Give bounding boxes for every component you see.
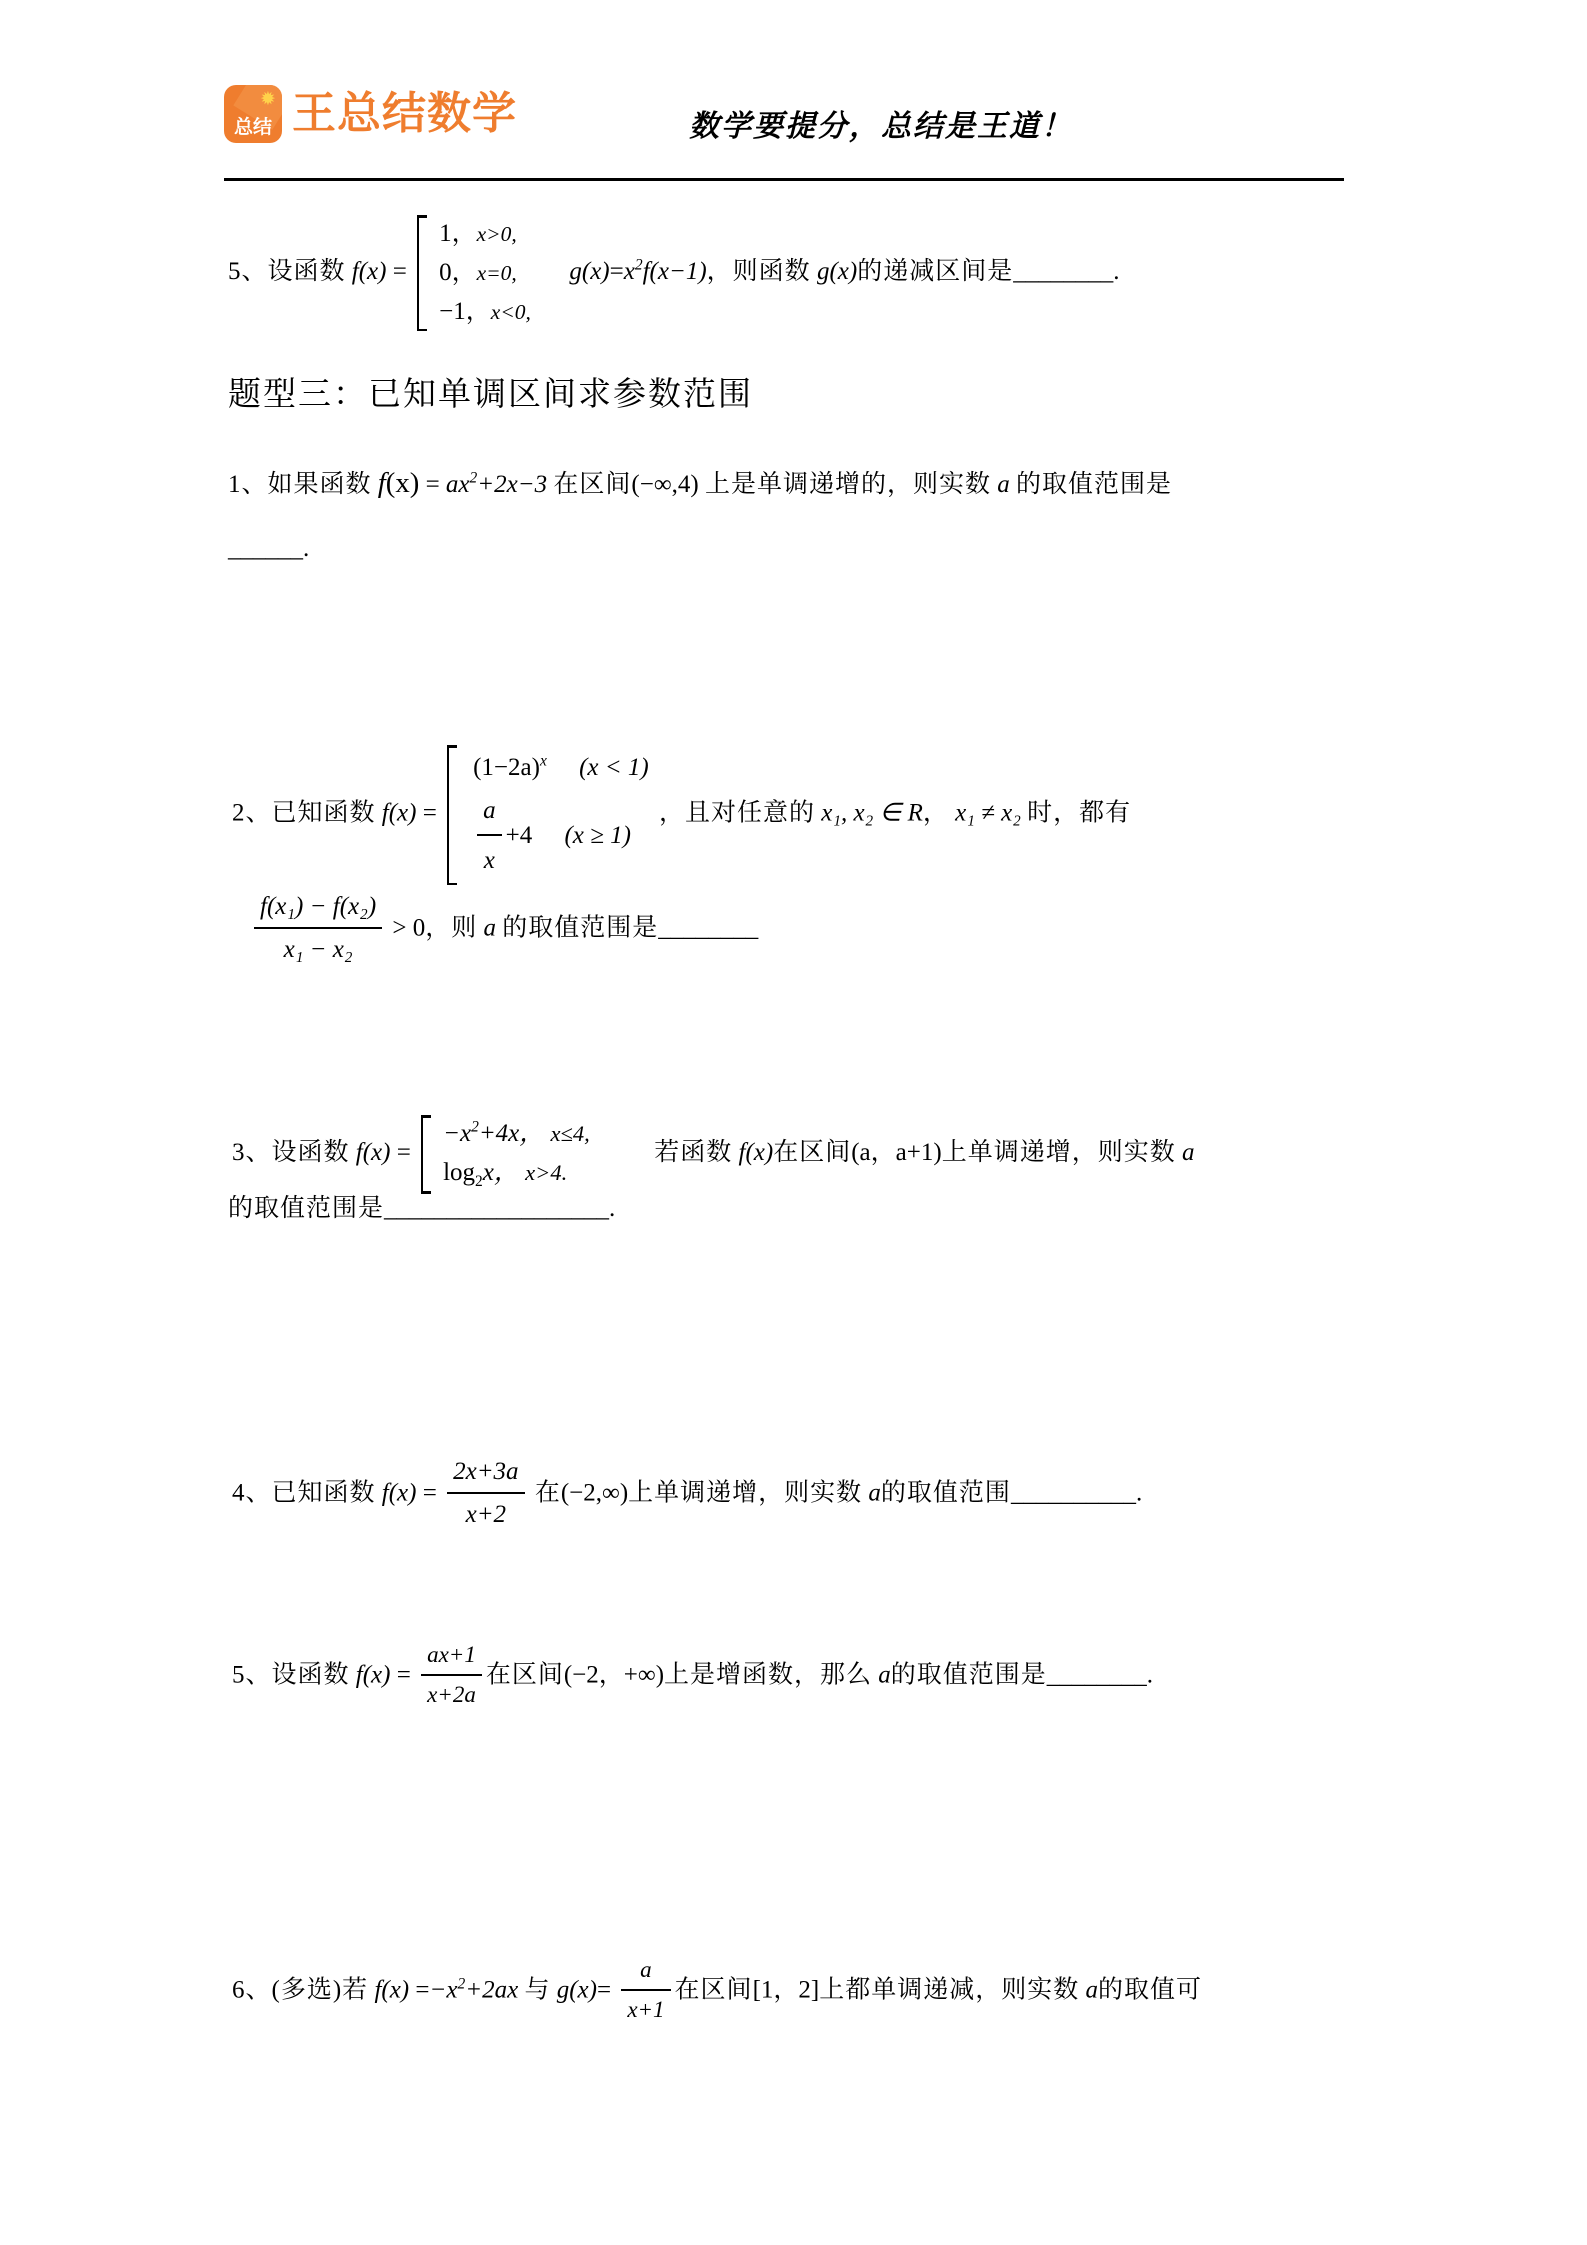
q3-after: 若函数 <box>654 1139 733 1167</box>
q6-interval: [1，2] <box>752 1976 820 2004</box>
q3-brace-icon <box>421 1115 441 1194</box>
q3-after3: 上单调递增，则实数 <box>941 1139 1176 1167</box>
q5-frac-bot: x+2a <box>427 1681 476 1707</box>
q4-equals: = <box>422 1479 437 1507</box>
logo-wordmark: 王总结数学 <box>292 89 517 138</box>
q2-when: 时，都有 <box>1027 799 1132 827</box>
q6-equals2: = <box>596 1976 612 2004</box>
logo-badge-text: 总结 <box>233 117 272 138</box>
q5top-g: g(x) <box>569 257 610 285</box>
q2-fn: f(x) <box>381 799 417 827</box>
q5-after2: 的取值范围是 <box>890 1661 1047 1689</box>
q2-equals: = <box>422 799 437 827</box>
q2-neq: x₁ ≠ x₂ <box>955 799 1021 827</box>
q5top-tail-exp: 2 <box>634 256 643 274</box>
q5-frac-top: ax+1 <box>421 1638 482 1676</box>
q3-case-row-1 <box>443 1115 590 1154</box>
q3-fn: f(x) <box>355 1139 391 1167</box>
question-5-top <box>228 215 1119 331</box>
q5top-brace-icon <box>417 215 437 331</box>
question-2 <box>232 745 1131 885</box>
q5-blank: ________ <box>1046 1661 1147 1689</box>
q3-case1-exp: 2 <box>471 1118 479 1136</box>
q4-number: 4、 <box>232 1479 272 1507</box>
q5-lead: 设函数 <box>271 1661 350 1689</box>
q5top-tail-rest: f(x−1) <box>642 257 707 285</box>
q5-interval: (−2，+∞) <box>563 1661 665 1689</box>
q2-case1-cond: (x < 1) <box>579 754 649 781</box>
q5top-blank: ________ <box>1013 257 1114 285</box>
q4-mid: 在 <box>534 1479 561 1507</box>
q5top-case2-cond: x=0, <box>476 260 517 285</box>
q2-case1-value: (1−2a) <box>473 754 540 781</box>
q1-lead: 如果函数 <box>267 471 372 498</box>
q3-case1-rest: +4x， <box>478 1120 545 1147</box>
q2-line2-text2: 的取值范围是 <box>502 914 659 942</box>
question-3 <box>232 1115 1194 1194</box>
q3-after2: 在区间 <box>773 1139 852 1167</box>
header-tagline: 数学要提分，总结是王道！ <box>689 110 1073 143</box>
q2-case1-exp: x <box>539 752 547 770</box>
q5top-fn: f(x) <box>351 257 387 285</box>
q4-fraction <box>447 1453 524 1533</box>
q5top-case1-cond: x>0, <box>476 222 517 246</box>
q1-fn-arg: (x) <box>385 467 420 499</box>
q5top-case-row-3 <box>439 293 531 332</box>
q2-case2-den: x <box>483 847 495 874</box>
q3-line2-blank: __________________ <box>384 1195 610 1222</box>
q2-frac-top: f(x₁) − f(x₂) <box>254 888 382 929</box>
q3-after-fn: f(x) <box>738 1139 774 1167</box>
q6-after2: 的取值可 <box>1097 1976 1202 2004</box>
q1-coef: a <box>445 471 459 498</box>
q6-expr-rest: +2ax <box>465 1976 519 2004</box>
q2-vars: x₁, x₂ ∈ R <box>821 799 923 827</box>
q2-comma: ， <box>922 799 949 827</box>
q2-brace-icon <box>447 745 467 885</box>
q5top-tail-text2: 的递减区间是 <box>857 257 1014 285</box>
q5top-period: . <box>1113 257 1120 285</box>
q3-line2: 的取值范围是 <box>228 1195 385 1222</box>
q2-cases <box>447 745 649 885</box>
q2-gt: > 0 <box>392 914 426 942</box>
question-1-line2 <box>228 530 309 568</box>
q5-equals: = <box>396 1661 411 1689</box>
q4-frac-top: 2x+3a <box>447 1453 524 1494</box>
q5top-case2-value: 0， <box>439 258 477 286</box>
q4-after: 上单调递增，则实数 <box>628 1479 863 1507</box>
q1-number: 1、 <box>228 471 268 498</box>
q5top-tail-base: x <box>623 257 635 285</box>
q4-lead: 已知函数 <box>271 1479 376 1507</box>
q5top-number: 5、 <box>228 257 268 285</box>
q5top-tail-eq: = <box>609 257 624 285</box>
q1-interval: (−∞,4) <box>631 471 699 498</box>
q6-number: 6、 <box>232 1976 272 2004</box>
q2-line2-param: a <box>483 914 497 942</box>
q2-frac-bot: x₁ − x₂ <box>283 935 353 963</box>
q4-period: . <box>1135 1479 1143 1507</box>
q3-case-row-2 <box>443 1154 590 1194</box>
q6-conj: 与 <box>524 1976 551 2004</box>
q6-equals: = <box>415 1976 430 2004</box>
q4-blank: __________ <box>1010 1479 1136 1507</box>
q3-interval: (a，a+1) <box>851 1139 942 1167</box>
q2-line2-text: ，则 <box>425 914 478 942</box>
q3-case2-sub: 2 <box>475 1172 483 1190</box>
q2-case-row-2 <box>473 790 649 885</box>
q5top-equals: = <box>392 257 407 285</box>
q6-frac-top: a <box>621 1953 670 1991</box>
q5-param: a <box>878 1661 891 1689</box>
q1-expr-rest: +2x−3 <box>477 471 548 498</box>
q5-number: 5、 <box>232 1661 272 1689</box>
q6-expr: −x <box>429 1976 458 2004</box>
question-4 <box>232 1455 1142 1535</box>
q2-case2-plus: +4 <box>505 822 533 850</box>
brand-logo <box>224 85 517 143</box>
q1-exp: 2 <box>469 469 478 487</box>
q5top-cases <box>417 215 531 331</box>
q5top-case1-value: 1， <box>439 220 477 247</box>
q6-fraction <box>621 1953 670 2027</box>
q1-mid: 在区间 <box>553 471 632 498</box>
q2-case-row-1 <box>473 745 649 790</box>
q5-period: . <box>1146 1661 1154 1689</box>
q5top-case-row-2 <box>439 254 531 293</box>
q3-param: a <box>1181 1139 1195 1167</box>
logo-badge-icon <box>224 85 282 143</box>
question-6 <box>232 1955 1202 2029</box>
q1-fn: f <box>377 467 386 499</box>
q4-frac-bot: x+2 <box>465 1500 507 1528</box>
q3-lead: 设函数 <box>271 1139 350 1167</box>
q2-case2-fraction <box>477 788 502 883</box>
q1-equals: = <box>425 471 440 498</box>
q5top-tail-text: ，则函数 <box>706 257 811 285</box>
q1-var: x <box>458 471 470 498</box>
question-5 <box>232 1640 1153 1714</box>
q3-cases <box>421 1115 590 1194</box>
q5-fn: f(x) <box>355 1661 391 1689</box>
q1-after2: 的取值范围是 <box>1015 471 1172 498</box>
q5top-lead: 设函数 <box>267 257 346 285</box>
q5-fraction <box>421 1638 482 1712</box>
q3-case1: −x <box>443 1120 472 1147</box>
q3-equals: = <box>396 1139 411 1167</box>
q2-after: ，且对任意的 <box>658 799 815 827</box>
q3-case2-rest: x， <box>482 1158 519 1186</box>
q5-after: 上是增函数，那么 <box>664 1661 873 1689</box>
header-divider <box>224 178 1344 181</box>
q6-param: a <box>1085 1976 1098 2004</box>
q6-after: 上都单调递减，则实数 <box>819 1976 1080 2004</box>
q6-mid: 在区间 <box>674 1976 753 2004</box>
q2-line2-blank: ________ <box>658 914 759 942</box>
q5top-case3-value: −1， <box>439 297 491 325</box>
q3-case2: log <box>443 1158 476 1186</box>
q5top-case3-cond: x<0, <box>490 299 531 324</box>
q2-number: 2、 <box>232 799 272 827</box>
q4-fn: f(x) <box>381 1479 417 1507</box>
q1-param: a <box>997 471 1010 498</box>
q2-case2-cond: (x ≥ 1) <box>564 822 631 850</box>
q2-difference-quotient <box>254 888 382 968</box>
q3-number: 3、 <box>232 1139 272 1167</box>
q5top-tail-fn: g(x) <box>816 257 858 285</box>
q3-case1-cond: x≤4, <box>550 1121 590 1146</box>
q6-fn2: g(x) <box>556 1976 597 2004</box>
q6-lead: 若 <box>342 1976 369 2004</box>
question-1 <box>228 462 1172 505</box>
q4-interval: (−2,∞) <box>560 1479 629 1507</box>
q3-line2-period: . <box>609 1195 616 1222</box>
q6-fn: f(x) <box>374 1976 410 2004</box>
page-header <box>224 85 1344 165</box>
q2-lead: 已知函数 <box>271 799 376 827</box>
q3-case2-cond: x>4. <box>525 1159 568 1185</box>
q6-tag: (多选) <box>271 1976 343 2004</box>
q2-case2-num: a <box>477 788 502 836</box>
q4-after2: 的取值范围 <box>880 1479 1011 1507</box>
q5top-case-row-1 <box>439 215 531 254</box>
section-heading: 题型三：已知单调区间求参数范围 <box>228 377 753 413</box>
q5-mid: 在区间 <box>485 1661 564 1689</box>
q6-expr-exp: 2 <box>457 1975 466 1993</box>
q6-frac-bot: x+1 <box>627 1996 665 2022</box>
q1-blank: ______ <box>228 535 303 562</box>
question-2-line2 <box>250 890 758 970</box>
q1-period: . <box>303 535 310 562</box>
star-burst-icon: ✹ <box>260 89 276 110</box>
q1-after: 上是单调递增的，则实数 <box>704 471 991 498</box>
q4-param: a <box>868 1479 881 1507</box>
question-3-line2 <box>228 1190 615 1228</box>
